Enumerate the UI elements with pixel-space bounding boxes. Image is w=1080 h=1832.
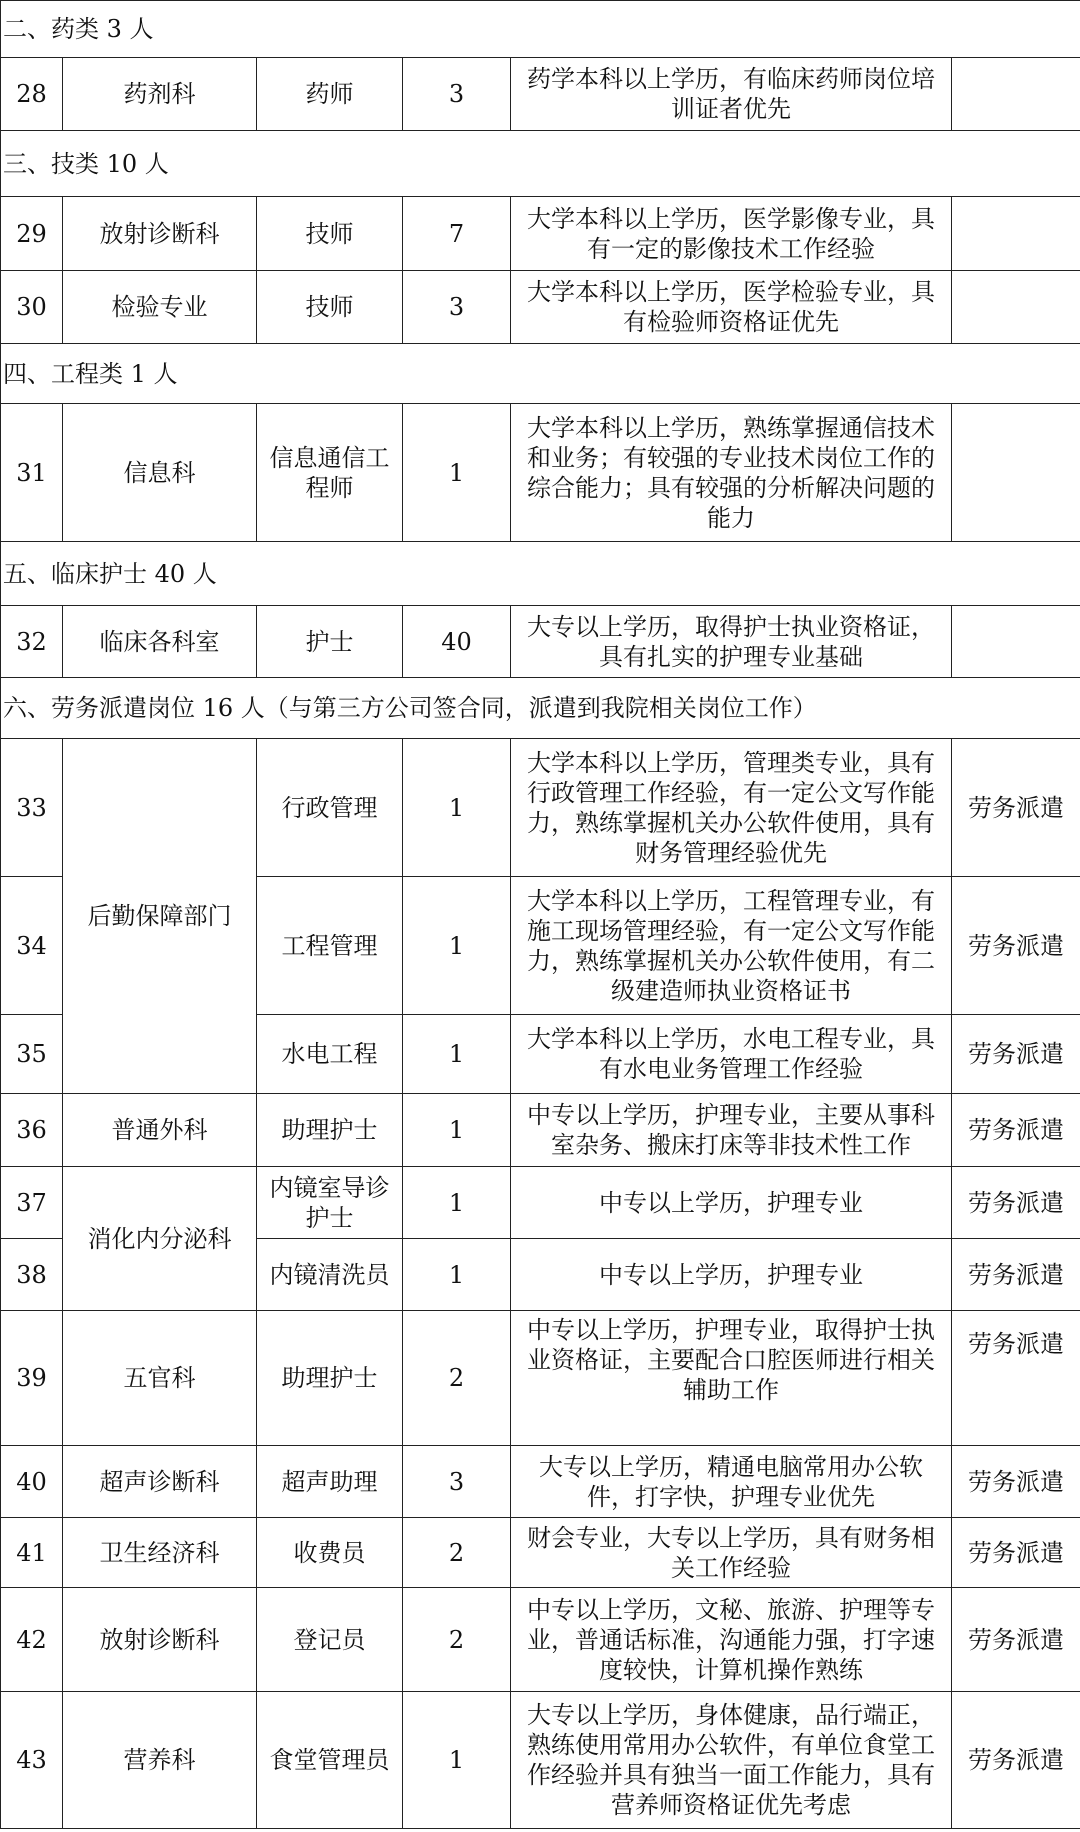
- req-line: 和业务；有较强的专业技术岗位工作的: [527, 443, 935, 472]
- req-line: 药学本科以上学历，有临床药师岗位培: [527, 65, 935, 93]
- req-line: 能力: [707, 503, 755, 532]
- cell-note: 劳务派遣: [952, 877, 1080, 1015]
- cell-position: 技师: [257, 271, 403, 344]
- section-title: 二、药类 3 人: [1, 1, 1080, 58]
- cell-position: 助理护士: [257, 1311, 403, 1446]
- req-line: 有检验师资格证优先: [623, 308, 839, 336]
- req-line: 力，熟练掌握机关办公软件使用，有二: [527, 946, 935, 975]
- cell-position: 内镜清洗员: [257, 1239, 403, 1311]
- cell-no: 32: [1, 606, 63, 678]
- cell-dept: 普通外科: [63, 1094, 257, 1167]
- cell-dept: 临床各科室: [63, 606, 257, 678]
- cell-note: 劳务派遣: [952, 1239, 1080, 1311]
- req-line: 营养师资格证优先考虑: [611, 1791, 851, 1819]
- cell-note: 劳务派遣: [952, 1692, 1080, 1829]
- section-row: [1, 131, 1080, 197]
- req-line: 财会专业，大专以上学历，具有财务相: [527, 1523, 935, 1552]
- cell-note: 劳务派遣: [952, 1167, 1080, 1239]
- cell-count: 3: [403, 58, 511, 131]
- cell-count: 1: [403, 1094, 511, 1167]
- req-line: 行政管理工作经验，有一定公文写作能: [527, 778, 935, 807]
- cell-dept: 五官科: [63, 1311, 257, 1446]
- cell-count: 1: [403, 1015, 511, 1094]
- cell-note: [952, 404, 1080, 542]
- cell-position: 工程管理: [257, 877, 403, 1015]
- cell-position: [257, 404, 403, 542]
- pos-line: 程师: [305, 473, 354, 502]
- table-row: [1, 271, 1080, 344]
- cell-dept: 后勤保障部门: [63, 739, 257, 1094]
- req-line: 熟练使用常用办公软件，有单位食堂工: [527, 1731, 935, 1759]
- section-row: [1, 678, 1080, 739]
- cell-count: 7: [403, 197, 511, 271]
- cell-position: 技师: [257, 197, 403, 271]
- table-row: [1, 606, 1080, 678]
- req-line: 件，打字快，护理专业优先: [587, 1482, 875, 1511]
- pos-line: 护士: [305, 1203, 354, 1232]
- cell-requirements: [511, 1311, 952, 1446]
- cell-count: 2: [403, 1518, 511, 1588]
- section-title: 三、技类 10 人: [1, 131, 1080, 197]
- req-line: 训证者优先: [671, 95, 791, 123]
- table-row: [1, 404, 1080, 542]
- req-line: 业资格证，主要配合口腔医师进行相关: [527, 1346, 935, 1374]
- cell-no: 35: [1, 1015, 63, 1094]
- cell-count: 40: [403, 606, 511, 678]
- cell-note: [952, 271, 1080, 344]
- section-title: 四、工程类 1 人: [1, 344, 1080, 404]
- req-line: 中专以上学历，护理专业: [599, 1188, 863, 1217]
- table-row: [1, 739, 1080, 877]
- cell-no: 39: [1, 1311, 63, 1446]
- cell-requirements: [511, 1094, 952, 1167]
- cell-note: 劳务派遣: [952, 1015, 1080, 1094]
- section-row: [1, 542, 1080, 606]
- req-line: 大学本科以上学历，工程管理专业，有: [527, 886, 935, 915]
- req-line: 有水电业务管理工作经验: [599, 1055, 863, 1083]
- req-line: 业，普通话标准，沟通能力强，打字速: [527, 1625, 935, 1654]
- cell-note: 劳务派遣: [952, 1588, 1080, 1692]
- req-line: 施工现场管理经验，有一定公文写作能: [527, 916, 935, 945]
- req-line: 作经验并具有独当一面工作能力，具有: [527, 1761, 935, 1789]
- cell-dept: 放射诊断科: [63, 197, 257, 271]
- cell-dept: 放射诊断科: [63, 1588, 257, 1692]
- cell-dept: 信息科: [63, 404, 257, 542]
- req-line: 综合能力；具有较强的分析解决问题的: [527, 473, 935, 502]
- req-line: 大学本科以上学历，管理类专业，具有: [527, 748, 935, 777]
- cell-dept: 超声诊断科: [63, 1446, 257, 1518]
- cell-dept: 药剂科: [63, 58, 257, 131]
- cell-dept: 营养科: [63, 1692, 257, 1829]
- req-line: 关工作经验: [671, 1553, 791, 1582]
- cell-note: [952, 58, 1080, 131]
- cell-no: 41: [1, 1518, 63, 1588]
- cell-no: 40: [1, 1446, 63, 1518]
- req-line: 大专以上学历，取得护士执业资格证，: [527, 612, 935, 641]
- cell-count: 3: [403, 1446, 511, 1518]
- cell-position: 助理护士: [257, 1094, 403, 1167]
- cell-no: 38: [1, 1239, 63, 1311]
- pos-line: 内镜室导诊: [269, 1173, 390, 1202]
- table-row: [1, 1094, 1080, 1167]
- cell-note: [952, 197, 1080, 271]
- cell-count: 1: [403, 739, 511, 877]
- cell-no: 29: [1, 197, 63, 271]
- cell-note: 劳务派遣: [952, 1446, 1080, 1518]
- table-row: [1, 197, 1080, 271]
- req-line: 大学本科以上学历，熟练掌握通信技术: [527, 413, 935, 442]
- req-line: 力，熟练掌握机关办公软件使用，具有: [527, 808, 935, 837]
- cell-requirements: [511, 1518, 952, 1588]
- req-line: 大专以上学历，身体健康，品行端正，: [527, 1701, 935, 1729]
- cell-no: 30: [1, 271, 63, 344]
- cell-count: 1: [403, 1692, 511, 1829]
- section-title: 六、劳务派遣岗位 16 人（与第三方公司签合同，派遣到我院相关岗位工作）: [1, 678, 1080, 739]
- req-line: 具有扎实的护理专业基础: [599, 642, 863, 671]
- cell-position: 收费员: [257, 1518, 403, 1588]
- table-row: [1, 1167, 1080, 1239]
- cell-requirements: [511, 1015, 952, 1094]
- cell-dept: 检验专业: [63, 271, 257, 344]
- req-line: 度较快，计算机操作熟练: [599, 1655, 863, 1684]
- cell-position: 行政管理: [257, 739, 403, 877]
- cell-no: 36: [1, 1094, 63, 1167]
- cell-note: 劳务派遣: [952, 739, 1080, 877]
- cell-position: 超声助理: [257, 1446, 403, 1518]
- cell-count: 2: [403, 1588, 511, 1692]
- cell-position: 登记员: [257, 1588, 403, 1692]
- cell-no: 34: [1, 877, 63, 1015]
- req-line: 大学本科以上学历，医学影像专业，具: [527, 204, 935, 233]
- cell-dept: 卫生经济科: [63, 1518, 257, 1588]
- cell-dept: 消化内分泌科: [63, 1167, 257, 1311]
- cell-no: 31: [1, 404, 63, 542]
- req-line: 大学本科以上学历，水电工程专业，具: [527, 1025, 935, 1053]
- cell-requirements: [511, 58, 952, 131]
- cell-position: 药师: [257, 58, 403, 131]
- cell-requirements: [511, 1588, 952, 1692]
- cell-requirements: [511, 877, 952, 1015]
- table-row: [1, 58, 1080, 131]
- cell-note: 劳务派遣: [952, 1094, 1080, 1167]
- section-title: 五、临床护士 40 人: [1, 542, 1080, 606]
- table-row: [1, 1518, 1080, 1588]
- req-line: 财务管理经验优先: [635, 838, 827, 867]
- cell-count: 1: [403, 877, 511, 1015]
- cell-requirements: [511, 404, 952, 542]
- req-line: 中专以上学历，护理专业，取得护士执: [527, 1316, 935, 1344]
- cell-position: 护士: [257, 606, 403, 678]
- cell-count: 1: [403, 404, 511, 542]
- cell-note: [952, 606, 1080, 678]
- req-line: 大专以上学历，精通电脑常用办公软: [539, 1452, 923, 1481]
- req-line: 辅助工作: [683, 1376, 779, 1404]
- req-line: 中专以上学历，文秘、旅游、护理等专: [527, 1595, 935, 1624]
- cell-note: 劳务派遣: [952, 1311, 1080, 1446]
- cell-position: [257, 1167, 403, 1239]
- req-line: 中专以上学历，护理专业，主要从事科: [527, 1101, 935, 1129]
- cell-requirements: [511, 739, 952, 877]
- cell-position: 水电工程: [257, 1015, 403, 1094]
- table-row: [1, 1588, 1080, 1692]
- table-row: [1, 1446, 1080, 1518]
- cell-count: 1: [403, 1239, 511, 1311]
- cell-no: 28: [1, 58, 63, 131]
- req-line: 大学本科以上学历，医学检验专业，具: [527, 278, 935, 306]
- req-line: 有一定的影像技术工作经验: [587, 234, 875, 263]
- pos-line: 信息通信工: [269, 443, 390, 472]
- cell-note: 劳务派遣: [952, 1518, 1080, 1588]
- req-line: 级建造师执业资格证书: [611, 976, 851, 1005]
- section-row: [1, 1, 1080, 58]
- cell-requirements: [511, 606, 952, 678]
- req-line: 室杂务、搬床打床等非技术性工作: [551, 1131, 911, 1159]
- cell-count: 1: [403, 1167, 511, 1239]
- cell-position: 食堂管理员: [257, 1692, 403, 1829]
- cell-count: 3: [403, 271, 511, 344]
- cell-requirements: [511, 1446, 952, 1518]
- req-line: 中专以上学历，护理专业: [599, 1260, 863, 1289]
- cell-no: 42: [1, 1588, 63, 1692]
- cell-no: 37: [1, 1167, 63, 1239]
- cell-no: 43: [1, 1692, 63, 1829]
- table-row: [1, 1311, 1080, 1446]
- cell-requirements: [511, 271, 952, 344]
- cell-count: 2: [403, 1311, 511, 1446]
- cell-requirements: [511, 1239, 952, 1311]
- table-row: [1, 1692, 1080, 1829]
- cell-no: 33: [1, 739, 63, 877]
- cell-requirements: [511, 1167, 952, 1239]
- cell-requirements: [511, 1692, 952, 1829]
- cell-requirements: [511, 197, 952, 271]
- section-row: [1, 344, 1080, 404]
